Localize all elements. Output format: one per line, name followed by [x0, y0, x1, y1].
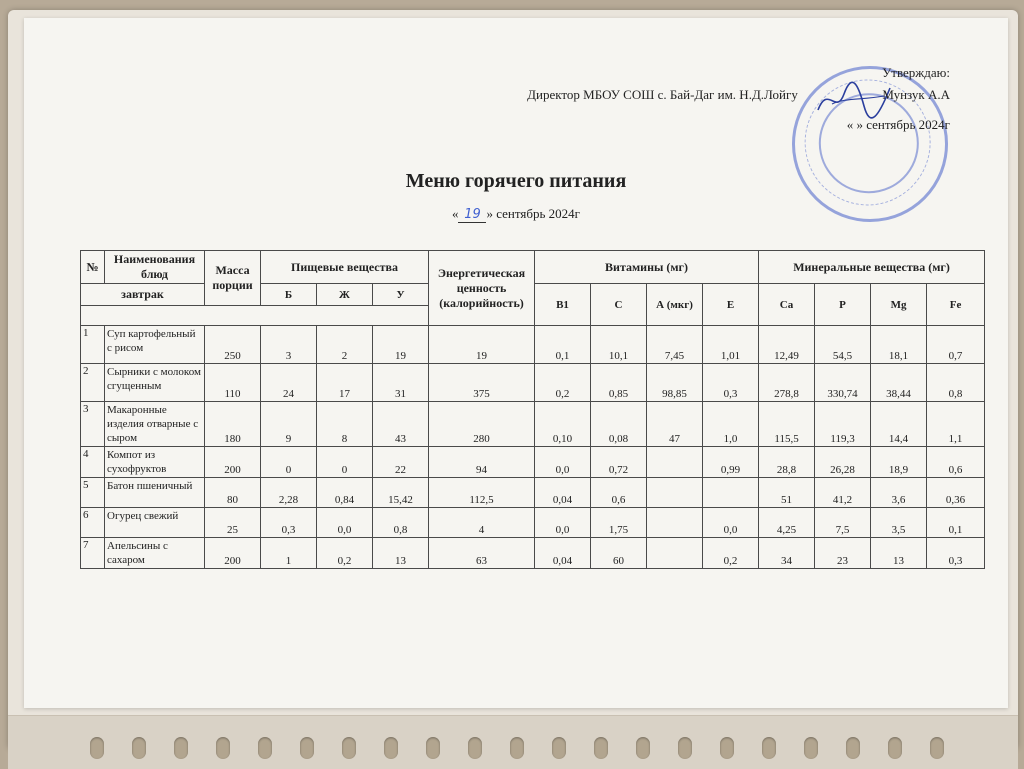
- header-ca: Са: [759, 284, 815, 326]
- cell-fe: 0,1: [927, 508, 985, 538]
- cell-protein: 1: [261, 538, 317, 569]
- cell-fat: 0,84: [317, 478, 373, 508]
- binder-hole: [678, 737, 692, 759]
- cell-carbs: 0,8: [373, 508, 429, 538]
- cell-protein: 2,28: [261, 478, 317, 508]
- cell-e: 0,3: [703, 364, 759, 402]
- header-meal: завтрак: [81, 284, 205, 306]
- cell-mg: 18,9: [871, 447, 927, 478]
- approval-director-line: [527, 84, 950, 106]
- row-number: 2: [81, 364, 105, 402]
- cell-protein: 9: [261, 402, 317, 447]
- cell-e: [703, 478, 759, 508]
- row-number: 4: [81, 447, 105, 478]
- header-portion-mass: Масса порции: [205, 251, 261, 306]
- header-minerals: Минеральные вещества (мг): [759, 251, 985, 284]
- cell-mass: 200: [205, 447, 261, 478]
- cell-mass: 200: [205, 538, 261, 569]
- cell-fat: 0: [317, 447, 373, 478]
- header-number: №: [81, 251, 105, 284]
- binder-hole: [594, 737, 608, 759]
- cell-p: 7,5: [815, 508, 871, 538]
- cell-carbs: 22: [373, 447, 429, 478]
- row-number: 1: [81, 326, 105, 364]
- dish-name: Макаронные изделия отварные с сыром: [105, 402, 205, 447]
- binder-hole: [762, 737, 776, 759]
- cell-b1: 0,1: [535, 326, 591, 364]
- binder-hole: [300, 737, 314, 759]
- cell-energy: 19: [429, 326, 535, 364]
- cell-a: [647, 478, 703, 508]
- cell-energy: 63: [429, 538, 535, 569]
- cell-a: [647, 538, 703, 569]
- cell-mass: 180: [205, 402, 261, 447]
- cell-carbs: 15,42: [373, 478, 429, 508]
- cell-a: 7,45: [647, 326, 703, 364]
- table-row: [81, 538, 985, 569]
- cell-b1: 0,0: [535, 447, 591, 478]
- binder-hole: [510, 737, 524, 759]
- row-number: 5: [81, 478, 105, 508]
- cell-fe: 0,6: [927, 447, 985, 478]
- cell-protein: 0: [261, 447, 317, 478]
- cell-c: 0,72: [591, 447, 647, 478]
- cell-c: 60: [591, 538, 647, 569]
- binder-hole: [468, 737, 482, 759]
- cell-energy: 112,5: [429, 478, 535, 508]
- approval-date: « » сентябрь 2024г: [846, 117, 950, 132]
- cell-fe: 1,1: [927, 402, 985, 447]
- binder-hole: [720, 737, 734, 759]
- cell-e: 0,0: [703, 508, 759, 538]
- cell-c: 1,75: [591, 508, 647, 538]
- header-vit-b1: В1: [535, 284, 591, 326]
- cell-fat: 0,0: [317, 508, 373, 538]
- cell-p: 119,3: [815, 402, 871, 447]
- cell-carbs: 43: [373, 402, 429, 447]
- cell-fe: 0,3: [927, 538, 985, 569]
- cell-e: 1,01: [703, 326, 759, 364]
- cell-ca: 34: [759, 538, 815, 569]
- row-number: 3: [81, 402, 105, 447]
- cell-mass: 25: [205, 508, 261, 538]
- cell-b1: 0,0: [535, 508, 591, 538]
- cell-energy: 94: [429, 447, 535, 478]
- cell-b1: 0,10: [535, 402, 591, 447]
- header-protein: Б: [261, 284, 317, 306]
- table-row: [81, 478, 985, 508]
- cell-p: 41,2: [815, 478, 871, 508]
- cell-e: 1,0: [703, 402, 759, 447]
- menu-table: [80, 250, 985, 569]
- document-page: [24, 18, 1008, 708]
- header-energy: Энергетическая ценность (калорийность): [429, 251, 535, 326]
- header-spacer: [81, 306, 429, 326]
- approval-director-title: Директор МБОУ СОШ с. Бай-Даг им. Н.Д.Лойгу: [527, 87, 798, 102]
- cell-p: 23: [815, 538, 871, 569]
- binder-hole: [342, 737, 356, 759]
- cell-ca: 115,5: [759, 402, 815, 447]
- header-dish-name: Наименования блюд: [105, 251, 205, 284]
- cell-carbs: 31: [373, 364, 429, 402]
- cell-c: 10,1: [591, 326, 647, 364]
- binder-hole: [804, 737, 818, 759]
- cell-carbs: 13: [373, 538, 429, 569]
- header-mg: Mg: [871, 284, 927, 326]
- binder-hole: [174, 737, 188, 759]
- cell-mg: 38,44: [871, 364, 927, 402]
- cell-energy: 280: [429, 402, 535, 447]
- cell-fat: 8: [317, 402, 373, 447]
- binder-hole: [384, 737, 398, 759]
- cell-c: 0,85: [591, 364, 647, 402]
- cell-fe: 0,7: [927, 326, 985, 364]
- cell-a: [647, 508, 703, 538]
- binder-hole: [846, 737, 860, 759]
- cell-mass: 110: [205, 364, 261, 402]
- approval-director-name: Мунзук А.А: [882, 87, 950, 102]
- cell-fe: 0,36: [927, 478, 985, 508]
- cell-p: 26,28: [815, 447, 871, 478]
- cell-b1: 0,04: [535, 478, 591, 508]
- cell-a: [647, 447, 703, 478]
- approval-heading: Утверждаю:: [882, 65, 950, 80]
- cell-protein: 0,3: [261, 508, 317, 538]
- cell-ca: 51: [759, 478, 815, 508]
- table-row: [81, 364, 985, 402]
- header-vit-e: Е: [703, 284, 759, 326]
- cell-mg: 14,4: [871, 402, 927, 447]
- cell-fe: 0,8: [927, 364, 985, 402]
- header-carbs: У: [373, 284, 429, 306]
- menu-date: [24, 206, 1008, 223]
- cell-e: 0,99: [703, 447, 759, 478]
- cell-b1: 0,2: [535, 364, 591, 402]
- binder-hole: [636, 737, 650, 759]
- cell-ca: 28,8: [759, 447, 815, 478]
- dish-name: Суп картофельный с рисом: [105, 326, 205, 364]
- header-fat: Ж: [317, 284, 373, 306]
- cell-a: 47: [647, 402, 703, 447]
- cell-mass: 250: [205, 326, 261, 364]
- cell-e: 0,2: [703, 538, 759, 569]
- dish-name: Компот из сухофруктов: [105, 447, 205, 478]
- approval-block: [527, 62, 950, 132]
- date-day: 19: [458, 207, 486, 223]
- cell-mg: 3,5: [871, 508, 927, 538]
- table-row: [81, 402, 985, 447]
- cell-energy: 4: [429, 508, 535, 538]
- header-vitamins: Витамины (мг): [535, 251, 759, 284]
- cell-fat: 17: [317, 364, 373, 402]
- header-vit-c: С: [591, 284, 647, 326]
- date-month-year: сентябрь 2024г: [496, 206, 581, 221]
- binder-hole: [90, 737, 104, 759]
- cell-ca: 12,49: [759, 326, 815, 364]
- header-vit-a: А (мкг): [647, 284, 703, 326]
- dish-name: Сырники с молоком сгущенным: [105, 364, 205, 402]
- cell-c: 0,08: [591, 402, 647, 447]
- cell-p: 330,74: [815, 364, 871, 402]
- cell-c: 0,6: [591, 478, 647, 508]
- dish-name: Апельсины с сахаром: [105, 538, 205, 569]
- date-close-quote: »: [486, 206, 493, 221]
- cell-b1: 0,04: [535, 538, 591, 569]
- cell-energy: 375: [429, 364, 535, 402]
- date-open-quote: «: [451, 206, 459, 221]
- binder-hole: [552, 737, 566, 759]
- cell-carbs: 19: [373, 326, 429, 364]
- binder-hole: [216, 737, 230, 759]
- cell-protein: 3: [261, 326, 317, 364]
- header-p: Р: [815, 284, 871, 326]
- cell-a: 98,85: [647, 364, 703, 402]
- header-fe: Fe: [927, 284, 985, 326]
- binder-hole: [426, 737, 440, 759]
- cell-ca: 278,8: [759, 364, 815, 402]
- row-number: 7: [81, 538, 105, 569]
- binder-hole: [888, 737, 902, 759]
- cell-p: 54,5: [815, 326, 871, 364]
- cell-mass: 80: [205, 478, 261, 508]
- dish-name: Огурец свежий: [105, 508, 205, 538]
- cell-fat: 2: [317, 326, 373, 364]
- cell-mg: 3,6: [871, 478, 927, 508]
- table-row: [81, 508, 985, 538]
- row-number: 6: [81, 508, 105, 538]
- cell-fat: 0,2: [317, 538, 373, 569]
- header-nutrients: Пищевые вещества: [261, 251, 429, 284]
- cell-protein: 24: [261, 364, 317, 402]
- cell-ca: 4,25: [759, 508, 815, 538]
- table-row: [81, 447, 985, 478]
- document-title: Меню горячего питания: [405, 170, 627, 192]
- binder-hole: [132, 737, 146, 759]
- binder-hole: [930, 737, 944, 759]
- cell-mg: 18,1: [871, 326, 927, 364]
- cell-mg: 13: [871, 538, 927, 569]
- dish-name: Батон пшеничный: [105, 478, 205, 508]
- table-row: [81, 326, 985, 364]
- binder-hole: [258, 737, 272, 759]
